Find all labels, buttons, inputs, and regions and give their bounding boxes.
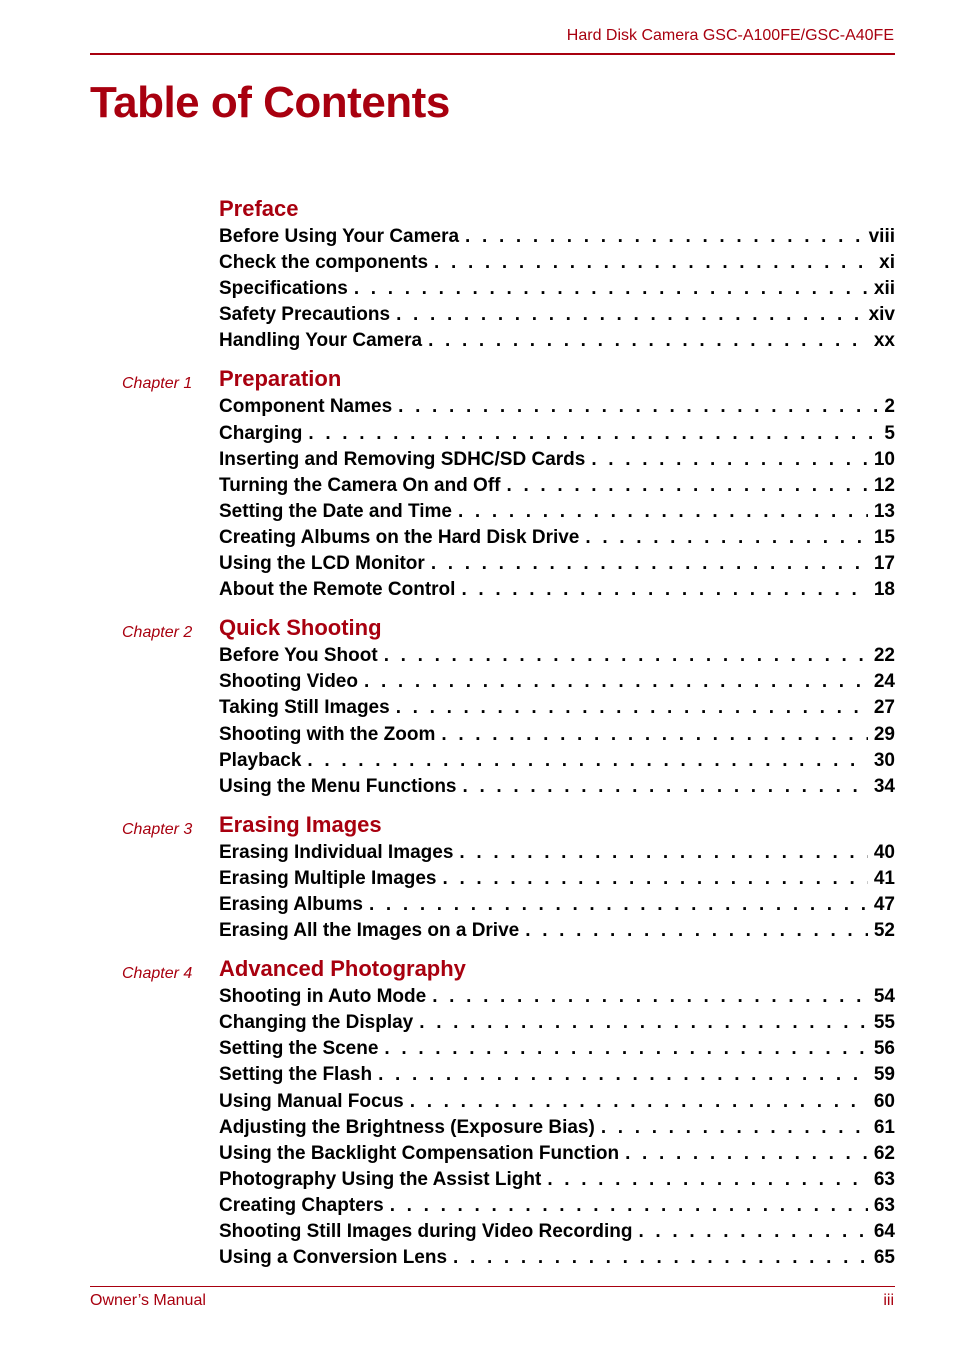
toc-entry-page: 61 [873,1116,895,1138]
toc-entry-page: 12 [873,474,895,496]
section-title[interactable]: Advanced Photography [219,956,466,982]
toc-entry[interactable] [219,1012,895,1038]
toc-entry-page: xii [873,278,895,300]
footer-rule [90,1286,895,1287]
toc-entry-page: 27 [873,697,895,719]
dot-leader [443,868,868,890]
toc-entry-page: xi [879,252,895,274]
toc-entry[interactable] [219,671,895,697]
running-header: Hard Disk Camera GSC-A100FE/GSC-A40FE [566,27,894,44]
toc-entry-label: Shooting Video [219,671,358,693]
section-heading [0,615,954,645]
toc-entry[interactable] [219,475,895,501]
toc-entry-label: Shooting with the Zoom [219,723,436,745]
toc-entry-page: 52 [873,920,895,942]
toc-entry-page: 13 [873,500,895,522]
section-heading [0,956,954,986]
toc-entry[interactable] [219,1143,895,1169]
toc-entry-page: 47 [873,893,895,915]
dot-leader [459,842,867,864]
toc-entry-label: Using a Conversion Lens [219,1247,448,1269]
toc-entry-label: Using the LCD Monitor [219,553,425,575]
toc-entry-page: xiv [868,304,895,326]
toc-entry-page: 17 [873,553,895,575]
toc-entry[interactable] [219,1064,895,1090]
dot-leader [453,1247,868,1269]
toc-entry[interactable] [219,252,895,278]
toc-section [0,615,954,802]
toc-entry-label: Safety Precautions [219,304,391,326]
dot-leader [384,1038,867,1060]
toc-entry-label: Erasing All the Images on a Drive [219,920,520,942]
toc-entry-page: 22 [873,645,895,667]
dot-leader [398,396,878,418]
dot-leader [308,423,878,445]
toc-entry[interactable] [219,868,895,894]
toc-entry[interactable] [219,501,895,527]
toc-section [0,812,954,946]
toc-entry[interactable] [219,423,895,449]
toc-entry-label: Handling Your Camera [219,330,423,352]
toc-entry[interactable] [219,750,895,776]
toc-entry-page: 34 [873,775,895,797]
toc-entry-label: Charging [219,422,303,444]
toc-entry-label: Shooting in Auto Mode [219,986,427,1008]
toc-entry-page: xx [873,330,895,352]
toc-entry-label: Changing the Display [219,1012,414,1034]
toc-entry-label: Using the Menu Functions [219,775,457,797]
toc-entry-page: 41 [873,867,895,889]
toc-entry-label: Using Manual Focus [219,1090,404,1112]
toc-entry[interactable] [219,697,895,723]
section-title[interactable]: Preparation [219,366,342,392]
toc-entry[interactable] [219,645,895,671]
toc-entry-label: Using the Backlight Compensation Function [219,1142,620,1164]
toc-entry[interactable] [219,724,895,750]
toc-entry-page: 40 [873,841,895,863]
section-heading [0,812,954,842]
toc-entry[interactable] [219,330,895,356]
toc-entry-page: 63 [873,1168,895,1190]
dot-leader [396,697,868,719]
toc-entry-page: 56 [873,1038,895,1060]
toc-entry[interactable] [219,1221,895,1247]
dot-leader [378,1064,868,1086]
toc-entry-label: Playback [219,749,302,771]
dot-leader [431,553,868,575]
toc-entry-label: Erasing Multiple Images [219,867,437,889]
toc-entry[interactable] [219,1169,895,1195]
section-title[interactable]: Quick Shooting [219,615,382,641]
dot-leader [461,579,867,601]
toc-entry-label: Creating Chapters [219,1194,384,1216]
toc-entry[interactable] [219,1195,895,1221]
dot-leader [396,304,863,326]
dot-leader [601,1117,868,1139]
dot-leader [638,1221,867,1243]
toc-entry[interactable] [219,278,895,304]
toc-entry-page: 54 [873,986,895,1008]
toc-entry-page: 24 [873,671,895,693]
toc-entry[interactable] [219,553,895,579]
dot-leader [419,1012,868,1034]
dot-leader [432,986,868,1008]
dot-leader [428,330,868,352]
toc-entry[interactable] [219,304,895,330]
toc-entry[interactable] [219,1117,895,1143]
toc-entry-page: 10 [873,448,895,470]
section-heading [0,366,954,396]
toc-entry[interactable] [219,1038,895,1064]
toc-entry-page: 29 [873,723,895,745]
dot-leader [369,894,868,916]
toc-entry-page: 30 [873,749,895,771]
toc-entry[interactable] [219,920,895,946]
dot-leader [441,724,868,746]
toc-entry-page: 55 [873,1012,895,1034]
toc-entry-label: Adjusting the Brightness (Exposure Bias) [219,1116,595,1138]
chapter-label: Chapter 3 [122,820,193,838]
toc-entry-page: 15 [873,526,895,548]
toc-entry[interactable] [219,894,895,920]
toc-entry-page: 64 [873,1221,895,1242]
dot-leader [525,920,868,942]
toc-entry-label: Setting the Scene [219,1038,379,1060]
toc-entry-label: Component Names [219,396,393,418]
section-title[interactable]: Preface [219,196,299,221]
chapter-label: Chapter 2 [122,624,193,642]
dot-leader [384,645,868,667]
toc-entry-label: Before You Shoot [219,645,378,667]
toc-entry-page: 18 [873,579,895,601]
toc-entry-label: Erasing Albums [219,893,363,915]
footer-manual-name: Owner’s Manual [90,1292,206,1309]
dot-leader [507,475,868,497]
dot-leader [307,750,867,772]
toc-entry-page: 59 [873,1064,895,1086]
page-title: Table of Contents [90,78,450,127]
toc-entry[interactable] [219,1091,895,1117]
toc-entry-label: Specifications [219,278,348,300]
chapter-label: Chapter 1 [122,375,193,393]
toc-entry-page: 65 [873,1247,895,1269]
section-title[interactable]: Erasing Images [219,811,382,837]
dot-leader [463,776,868,798]
chapter-label: Chapter 4 [122,965,193,983]
toc-entry[interactable] [219,1247,895,1273]
toc-entry-label: Setting the Date and Time [219,500,452,522]
toc-entry-label: Before Using Your Camera [219,226,460,247]
toc-entry-label: Setting the Flash [219,1064,373,1086]
dot-leader [547,1169,868,1191]
toc-entry-page: 62 [873,1142,895,1164]
toc-entry-page: viii [868,226,895,247]
toc-entry-page: 2 [884,396,895,418]
toc-entry-label: Inserting and Removing SDHC/SD Cards [219,448,586,470]
toc-entry[interactable] [219,449,895,475]
table-of-contents [0,196,954,1283]
dot-leader [591,449,868,471]
toc-entry-page: 5 [884,422,895,444]
toc-entry[interactable] [219,776,895,802]
toc-entry[interactable] [219,396,895,422]
toc-entry[interactable] [219,986,895,1012]
toc-section [0,196,954,356]
section-heading [0,196,954,226]
toc-entry-label: Photography Using the Assist Light [219,1168,542,1190]
toc-entry-label: Creating Albums on the Hard Disk Drive [219,526,580,548]
dot-leader [390,1195,868,1217]
footer-page-number: iii [883,1292,894,1309]
toc-entry-label: Turning the Camera On and Off [219,474,501,496]
toc-entry[interactable] [219,842,895,868]
dot-leader [410,1091,868,1113]
toc-entry[interactable] [219,579,895,605]
dot-leader [625,1143,868,1165]
dot-leader [364,671,868,693]
toc-entry[interactable] [219,226,895,252]
toc-entry[interactable] [219,527,895,553]
dot-leader [458,501,868,523]
toc-entry-label: About the Remote Control [219,579,456,601]
toc-section [0,956,954,1273]
toc-entry-label: Shooting Still Images during Video Recording [219,1221,633,1242]
toc-entry-label: Taking Still Images [219,697,390,719]
dot-leader [585,527,867,549]
toc-entry-label: Erasing Individual Images [219,841,454,863]
toc-entry-label: Check the components [219,252,429,274]
toc-entry-page: 60 [873,1090,895,1112]
header-rule [90,53,895,55]
toc-entry-page: 63 [873,1194,895,1216]
dot-leader [434,252,873,274]
toc-section [0,366,954,605]
dot-leader [465,226,863,248]
dot-leader [354,278,868,300]
